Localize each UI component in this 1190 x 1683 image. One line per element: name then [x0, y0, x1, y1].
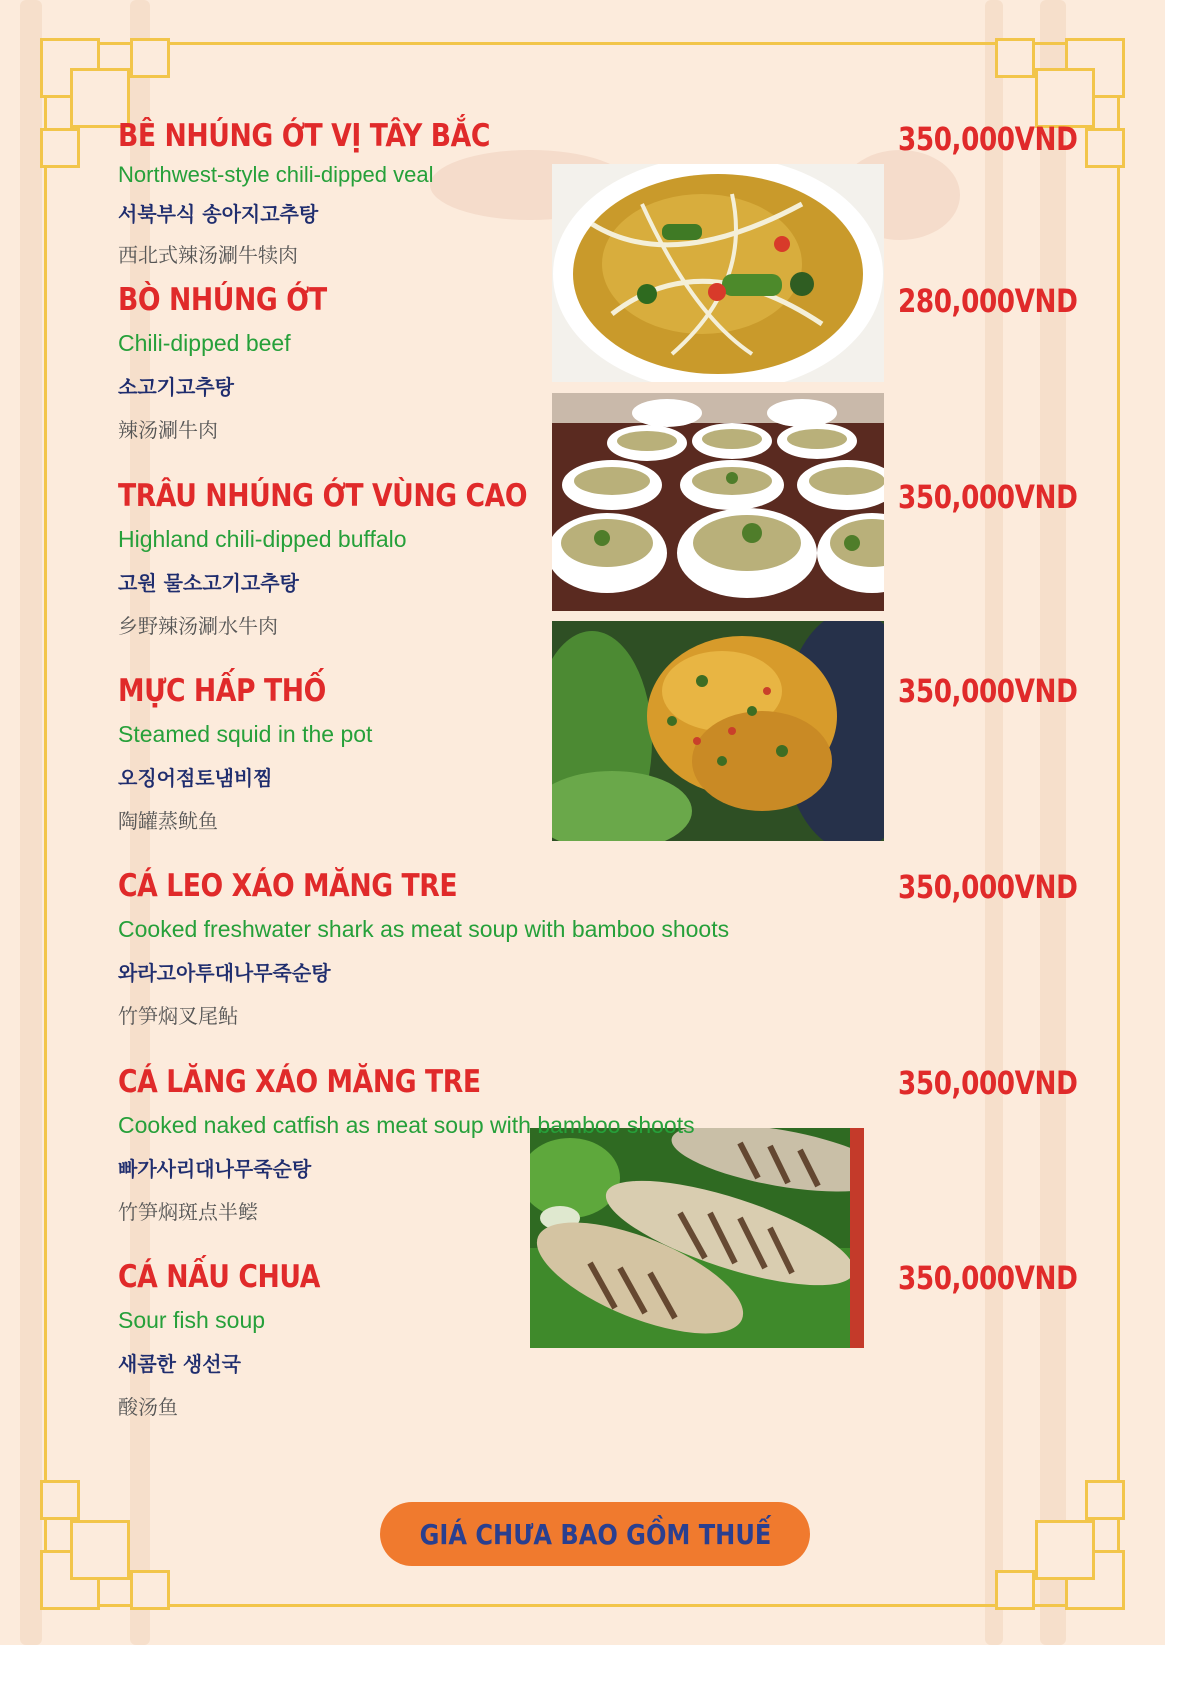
menu-item: [118, 1064, 695, 1225]
dish-chinese: 酸汤鱼: [118, 1395, 178, 1419]
dish-name: CÁ LEO XÁO MĂNG TRE: [118, 868, 458, 904]
soup-bowls-photo: [552, 393, 884, 611]
menu-item: [118, 478, 594, 639]
dish-korean: 소고기고추탕: [118, 375, 234, 399]
dish-name: CÁ LĂNG XÁO MĂNG TRE: [118, 1064, 481, 1100]
grilled-squid-photo: [552, 621, 884, 841]
menu-item: [118, 118, 551, 268]
dish-english: Sour fish soup: [118, 1307, 266, 1333]
dish-chinese: 竹笋焖斑点半鲿: [118, 1200, 258, 1224]
menu-item: [118, 673, 372, 834]
tax-note-label: GIÁ CHƯA BAO GỒM THUẾ: [419, 1517, 771, 1551]
dish-korean: 새콤한 생선국: [118, 1352, 241, 1376]
tax-note-badge: [380, 1502, 810, 1566]
dish-chinese: 竹笋焖叉尾鲇: [118, 1004, 238, 1028]
dish-chinese: 西北式辣汤涮牛犊肉: [118, 243, 298, 267]
dish-english: Cooked naked catfish as meat soup with bamboo shoots: [118, 1112, 695, 1138]
dish-english: Cooked freshwater shark as meat soup with bamboo shoots: [118, 916, 730, 942]
dish-english: Northwest-style chili-dipped veal: [118, 162, 434, 187]
dish-name: BÊ NHÚNG ỚT VỊ TÂY BẮC: [118, 118, 491, 154]
dish-korean: 와라고아투대나무죽순탕: [118, 961, 331, 985]
dish-korean: 빠가사리대나무죽순탕: [118, 1157, 312, 1181]
dish-name: MỰC HẤP THỐ: [118, 673, 326, 709]
menu-item: [118, 282, 361, 443]
frame-corner-ornament: [975, 1460, 1125, 1610]
chili-soup-photo: [552, 164, 884, 382]
dish-price: 350,000VND: [898, 868, 1078, 906]
menu-item: [118, 868, 729, 1029]
frame-corner-ornament: [40, 1460, 190, 1610]
dish-name: TRÂU NHÚNG ỚT VÙNG CAO: [118, 478, 528, 514]
dish-price: 350,000VND: [898, 478, 1078, 516]
dish-price: 350,000VND: [898, 1064, 1078, 1102]
dish-chinese: 乡野辣汤涮水牛肉: [118, 614, 278, 638]
dish-name: BÒ NHÚNG ỚT: [118, 282, 327, 318]
dish-price: 350,000VND: [898, 672, 1078, 710]
dish-price: 280,000VND: [898, 282, 1078, 320]
dish-name: CÁ NẤU CHUA: [118, 1259, 320, 1295]
dish-korean: 고원 물소고기고추탕: [118, 571, 299, 595]
dish-price: 350,000VND: [898, 1259, 1078, 1297]
menu-item: [118, 1259, 353, 1420]
dish-korean: 오징어점토냄비찜: [118, 766, 273, 790]
bamboo-decoration: [20, 0, 42, 1645]
frame-corner-ornament: [975, 38, 1125, 188]
dish-price: 350,000VND: [898, 120, 1078, 158]
dish-chinese: 辣汤涮牛肉: [118, 418, 218, 442]
dish-english: Steamed squid in the pot: [118, 721, 373, 747]
dish-english: Highland chili-dipped buffalo: [118, 526, 407, 552]
dish-english: Chili-dipped beef: [118, 330, 291, 356]
dish-chinese: 陶罐蒸鱿鱼: [118, 809, 218, 833]
dish-korean: 서북부식 송아지고추탕: [118, 202, 319, 226]
